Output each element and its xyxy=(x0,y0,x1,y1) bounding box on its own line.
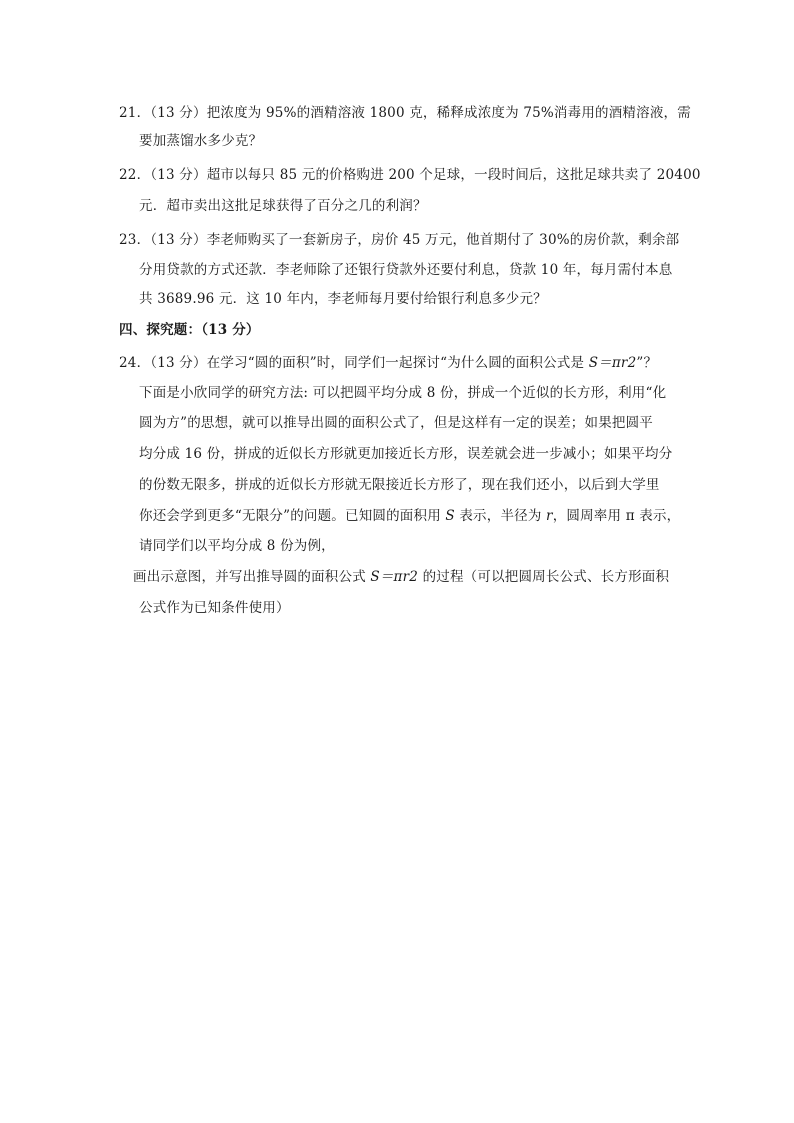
q24-line-6-end: ，圆周率用 π 表示， xyxy=(552,508,681,524)
q21-line-1: 21．（13 分）把浓度为 95%的酒精溶液 1800 克，稀释成浓度为 75%消毒用的酒精溶液，需 xyxy=(119,105,691,121)
q24-line-4: 均分成 16 份，拼成的近似长方形就更加接近长方形，误差就会进一步减小；如果平均分 xyxy=(139,446,673,462)
area-symbol: S xyxy=(445,508,455,524)
q24-line-5: 的份数无限多，拼成的近似长方形就无限接近长方形了，现在我们还小，以后到大学里 xyxy=(139,477,660,493)
q22-line-2: 元．超市卖出这批足球获得了百分之几的利润？ xyxy=(139,198,427,214)
section-4-heading: 四、探究题：（13 分） xyxy=(119,322,260,338)
q24-line-6-mid: 表示，半径为 xyxy=(454,508,547,524)
q24-line-8-text: 画出示意图，并写出推导圆的面积公式 xyxy=(133,569,371,585)
radius-symbol: r xyxy=(546,508,553,524)
q24-line-1-end: ”？ xyxy=(636,355,658,371)
q23-line-1: 23．（13 分）李老师购买了一套新房子，房价 45 万元，他首期付了 30%的房价款，剩余部 xyxy=(119,232,680,248)
q24-line-9: 公式作为已知条件使用） xyxy=(139,600,290,616)
q24-line-6-text: 你还会学到更多“无限分”的问题。已知圆的面积用 xyxy=(139,508,446,524)
q24-line-3: 圆为方”的思想，就可以推导出圆的面积公式了，但是这样有一定的误差；如果把圆平 xyxy=(139,415,654,431)
q24-line-8 xyxy=(133,568,669,586)
area-formula: S＝πr2 xyxy=(588,355,637,371)
q23-line-3: 共 3689.96 元．这 10 年内，李老师每月要付给银行利息多少元？ xyxy=(139,291,547,307)
area-formula-2: S＝πr2 xyxy=(370,569,419,585)
q23-line-2: 分用贷款的方式还款．李老师除了还银行贷款外还要付利息，贷款 10 年，每月需付本息 xyxy=(139,262,673,278)
q24-line-6 xyxy=(139,507,680,525)
q24-line-1 xyxy=(119,354,657,372)
q24-line-8-end: 的过程（可以把圆周长公式、长方形面积 xyxy=(418,569,670,585)
q22-line-1: 22．（13 分）超市以每只 85 元的价格购进 200 个足球，一段时间后，这批足球共卖了 20400 xyxy=(119,167,701,183)
q24-line-7: 请同学们以平均分成 8 份为例， xyxy=(139,538,335,554)
q24-line-1-text: 24．（13 分）在学习“圆的面积”时，同学们一起探讨“为什么圆的面积公式是 xyxy=(119,355,589,371)
q21-line-2: 要加蒸馏水多少克？ xyxy=(139,133,263,149)
q24-line-2: 下面是小欣同学的研究方法: 可以把圆平均分成 8 份，拼成一个近似的长方形，利用“化 xyxy=(139,385,667,401)
